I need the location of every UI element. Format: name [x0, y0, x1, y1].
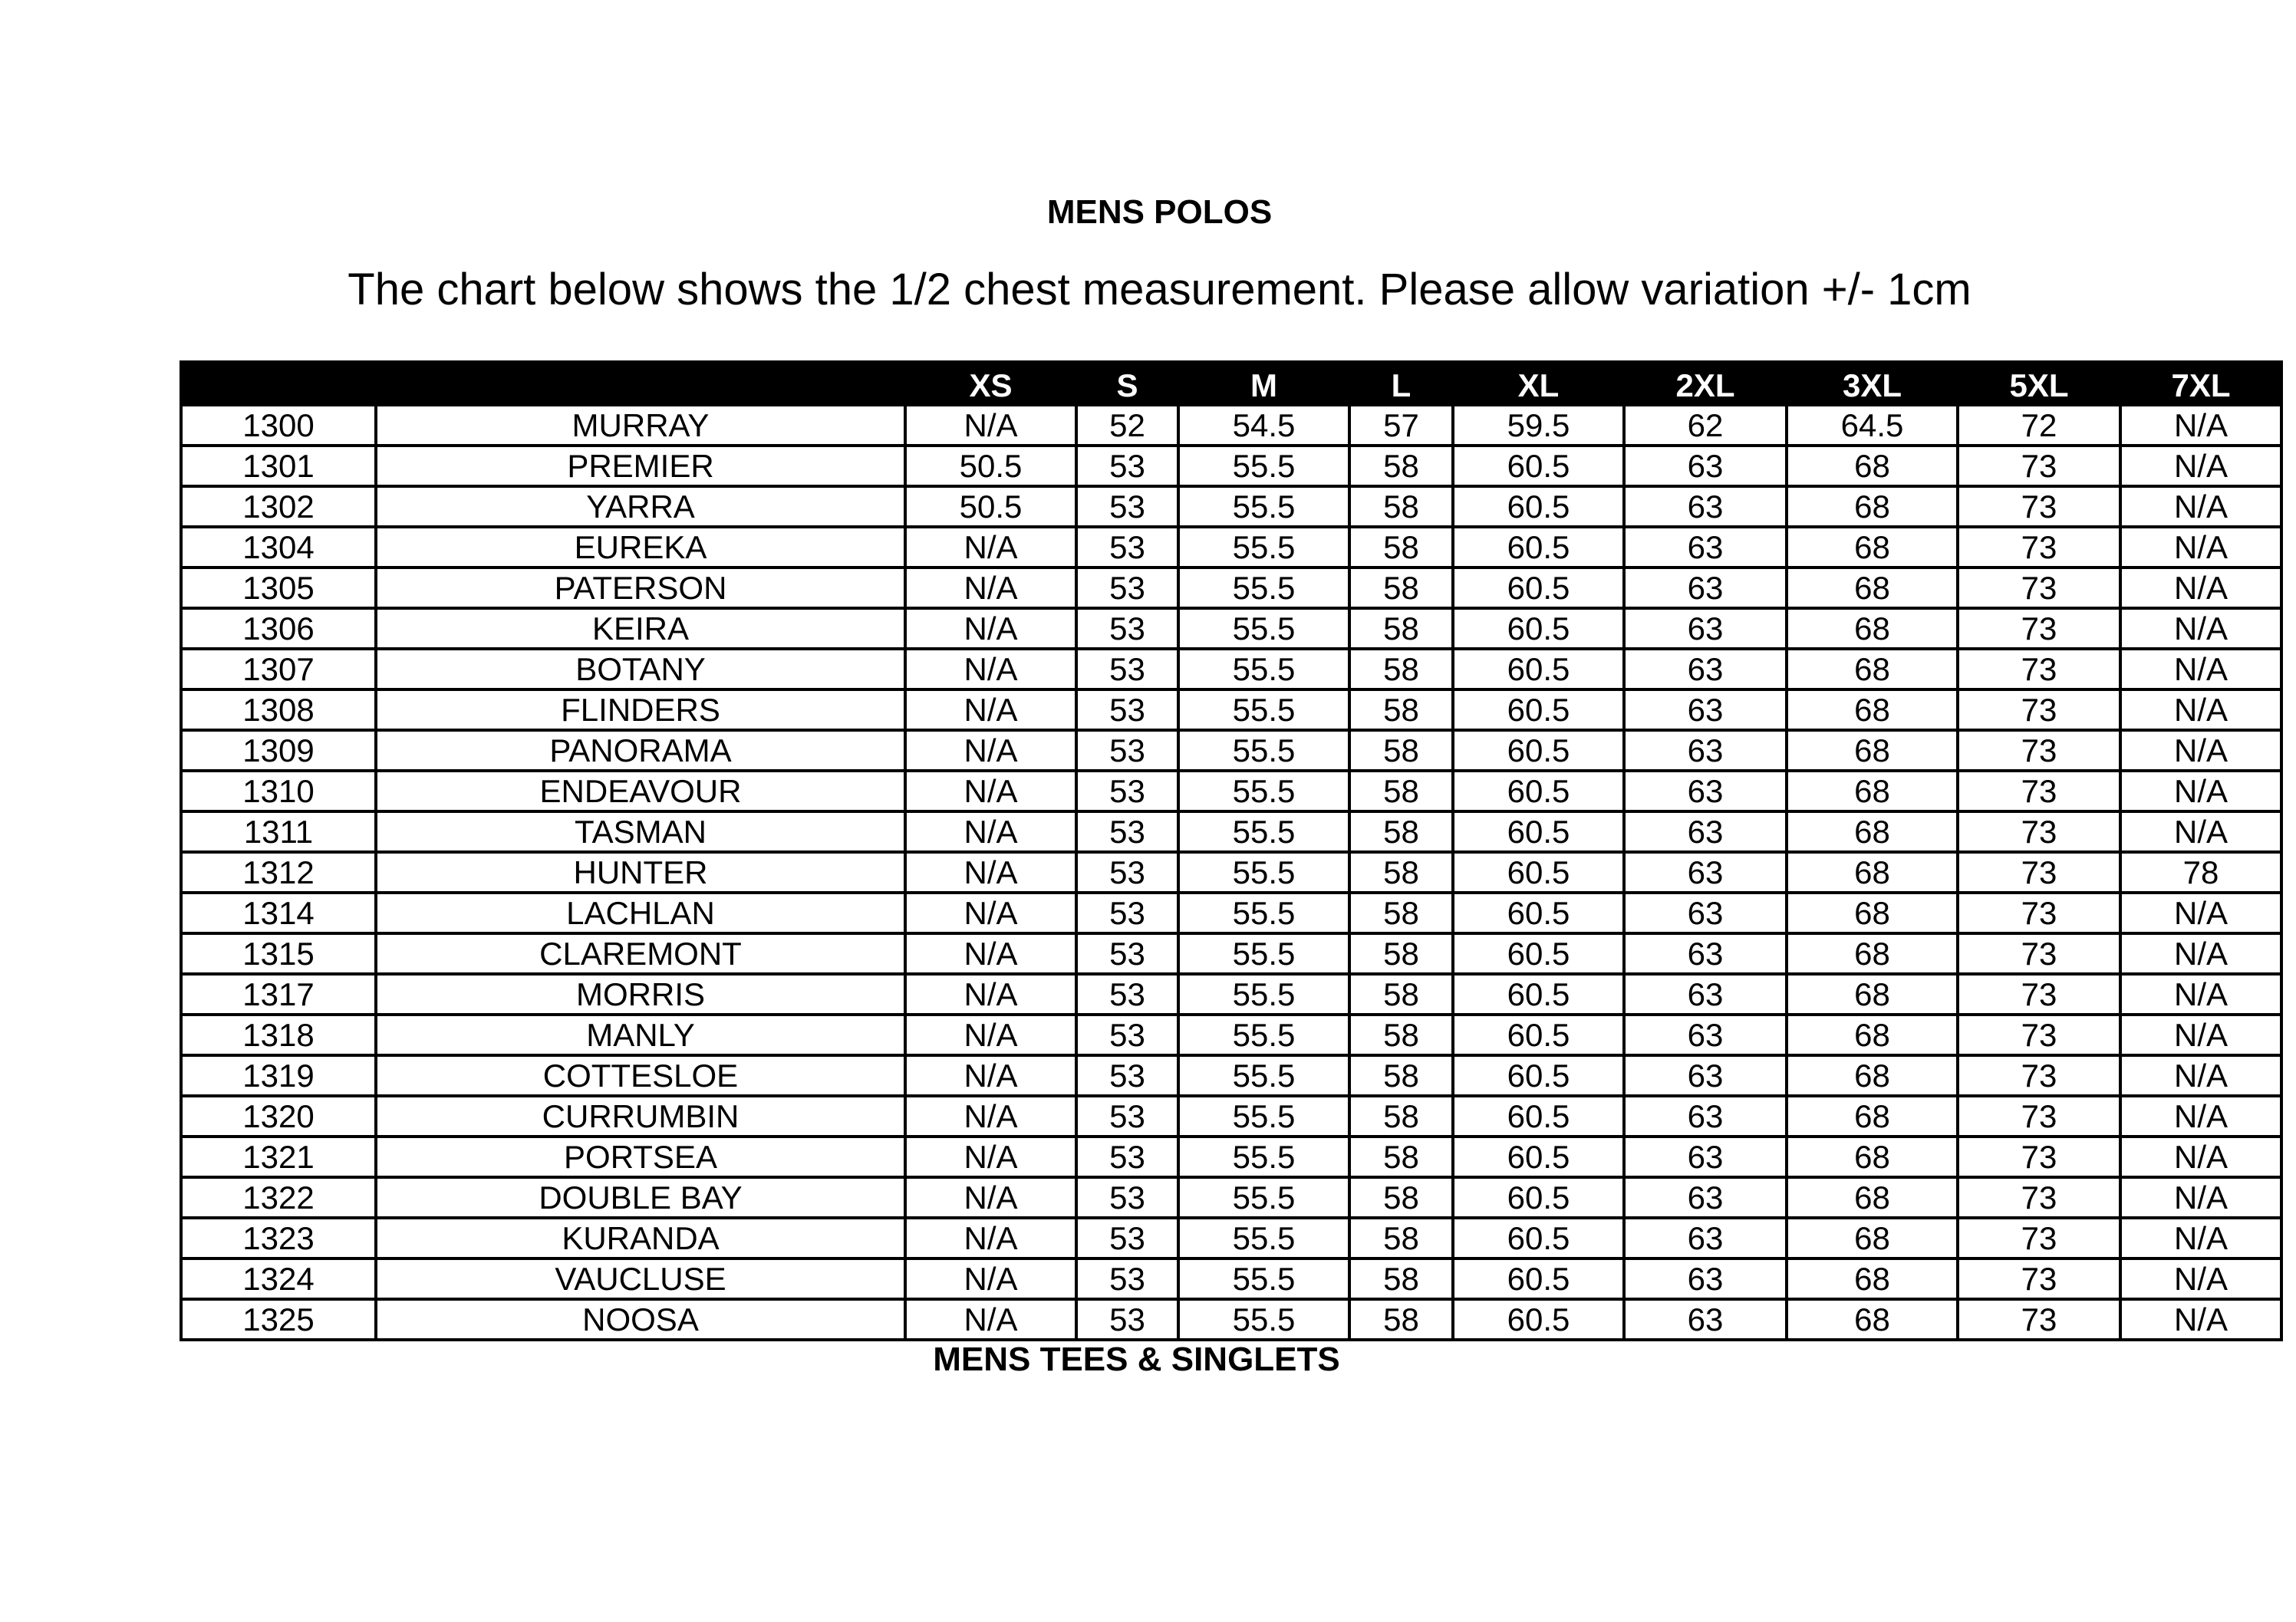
cell-5xl: 73	[1958, 1096, 2120, 1137]
cell-3xl: 68	[1787, 446, 1958, 486]
cell-2xl: 63	[1624, 893, 1787, 933]
cell-s: 53	[1076, 1015, 1178, 1055]
table-row	[181, 608, 2281, 649]
table-row	[181, 1137, 2281, 1177]
cell-xl: 60.5	[1453, 974, 1624, 1015]
cell-2xl: 63	[1624, 1299, 1787, 1340]
cell-style-code: 1312	[181, 852, 376, 893]
cell-2xl: 63	[1624, 527, 1787, 568]
table-row	[181, 893, 2281, 933]
cell-s: 53	[1076, 649, 1178, 689]
cell-2xl: 63	[1624, 1258, 1787, 1299]
cell-style-name: MURRAY	[376, 405, 905, 446]
cell-l: 58	[1349, 893, 1453, 933]
cell-s: 53	[1076, 1218, 1178, 1258]
cell-l: 58	[1349, 1137, 1453, 1177]
cell-style-name: CLAREMONT	[376, 933, 905, 974]
cell-l: 58	[1349, 1177, 1453, 1218]
cell-xl: 60.5	[1453, 852, 1624, 893]
cell-l: 58	[1349, 1096, 1453, 1137]
cell-style-code: 1318	[181, 1015, 376, 1055]
cell-style-code: 1315	[181, 933, 376, 974]
cell-5xl: 73	[1958, 852, 2120, 893]
cell-style-code: 1325	[181, 1299, 376, 1340]
cell-xl: 60.5	[1453, 649, 1624, 689]
cell-5xl: 73	[1958, 1015, 2120, 1055]
cell-style-name: KURANDA	[376, 1218, 905, 1258]
cell-7xl: N/A	[2120, 1177, 2281, 1218]
cell-style-name: PREMIER	[376, 446, 905, 486]
cell-s: 53	[1076, 811, 1178, 852]
cell-xl: 60.5	[1453, 893, 1624, 933]
cell-xl: 60.5	[1453, 527, 1624, 568]
cell-xl: 60.5	[1453, 771, 1624, 811]
cell-s: 53	[1076, 486, 1178, 527]
cell-7xl: N/A	[2120, 974, 2281, 1015]
cell-l: 58	[1349, 1218, 1453, 1258]
cell-s: 53	[1076, 1055, 1178, 1096]
cell-style-code: 1309	[181, 730, 376, 771]
cell-5xl: 73	[1958, 1055, 2120, 1096]
cell-l: 58	[1349, 486, 1453, 527]
cell-5xl: 73	[1958, 811, 2120, 852]
cell-5xl: 73	[1958, 689, 2120, 730]
table-row	[181, 730, 2281, 771]
table-row	[181, 1096, 2281, 1137]
cell-7xl: N/A	[2120, 649, 2281, 689]
cell-m: 55.5	[1178, 608, 1349, 649]
cell-s: 53	[1076, 1137, 1178, 1177]
cell-xl: 60.5	[1453, 1258, 1624, 1299]
cell-3xl: 68	[1787, 974, 1958, 1015]
column-header-3xl: 3XL	[1787, 362, 1958, 405]
table-row	[181, 1177, 2281, 1218]
column-header-xs: XS	[905, 362, 1076, 405]
cell-xs: N/A	[905, 1137, 1076, 1177]
cell-s: 53	[1076, 527, 1178, 568]
cell-l: 58	[1349, 933, 1453, 974]
cell-style-code: 1324	[181, 1258, 376, 1299]
cell-s: 53	[1076, 1096, 1178, 1137]
cell-2xl: 62	[1624, 405, 1787, 446]
table-row	[181, 446, 2281, 486]
cell-style-code: 1319	[181, 1055, 376, 1096]
cell-m: 55.5	[1178, 730, 1349, 771]
cell-2xl: 63	[1624, 608, 1787, 649]
cell-3xl: 68	[1787, 649, 1958, 689]
cell-style-code: 1306	[181, 608, 376, 649]
cell-xs: 50.5	[905, 446, 1076, 486]
cell-5xl: 72	[1958, 405, 2120, 446]
column-header-xl: XL	[1453, 362, 1624, 405]
cell-7xl: N/A	[2120, 1096, 2281, 1137]
cell-s: 53	[1076, 730, 1178, 771]
cell-7xl: 78	[2120, 852, 2281, 893]
cell-3xl: 68	[1787, 1218, 1958, 1258]
cell-style-name: NOOSA	[376, 1299, 905, 1340]
cell-style-code: 1314	[181, 893, 376, 933]
cell-7xl: N/A	[2120, 689, 2281, 730]
cell-5xl: 73	[1958, 486, 2120, 527]
cell-m: 55.5	[1178, 446, 1349, 486]
cell-style-name: BOTANY	[376, 649, 905, 689]
cell-xs: N/A	[905, 1055, 1076, 1096]
cell-s: 53	[1076, 689, 1178, 730]
cell-l: 58	[1349, 730, 1453, 771]
table-body	[181, 405, 2281, 1340]
cell-style-name: TASMAN	[376, 811, 905, 852]
column-header-style-name	[376, 362, 905, 405]
table-row	[181, 689, 2281, 730]
cell-7xl: N/A	[2120, 608, 2281, 649]
chart-description: The chart below shows the 1/2 chest measurement. Please allow variation +/- 1cm	[348, 265, 1972, 314]
cell-2xl: 63	[1624, 974, 1787, 1015]
cell-5xl: 73	[1958, 771, 2120, 811]
column-header-s: S	[1076, 362, 1178, 405]
cell-5xl: 73	[1958, 1258, 2120, 1299]
cell-l: 58	[1349, 527, 1453, 568]
column-header-style-code	[181, 362, 376, 405]
column-header-m: M	[1178, 362, 1349, 405]
table-row	[181, 486, 2281, 527]
cell-l: 58	[1349, 568, 1453, 608]
cell-style-code: 1322	[181, 1177, 376, 1218]
cell-5xl: 73	[1958, 446, 2120, 486]
page-title: MENS POLOS	[1046, 193, 1273, 231]
cell-l: 58	[1349, 811, 1453, 852]
table-row	[181, 649, 2281, 689]
table-row	[181, 1015, 2281, 1055]
cell-style-name: DOUBLE BAY	[376, 1177, 905, 1218]
cell-7xl: N/A	[2120, 405, 2281, 446]
cell-xs: N/A	[905, 1299, 1076, 1340]
table-header-row	[181, 362, 2281, 405]
cell-2xl: 63	[1624, 1096, 1787, 1137]
cell-5xl: 73	[1958, 527, 2120, 568]
cell-2xl: 63	[1624, 649, 1787, 689]
cell-3xl: 68	[1787, 1055, 1958, 1096]
table-row	[181, 527, 2281, 568]
cell-3xl: 68	[1787, 1137, 1958, 1177]
cell-7xl: N/A	[2120, 933, 2281, 974]
cell-style-code: 1323	[181, 1218, 376, 1258]
cell-s: 53	[1076, 608, 1178, 649]
cell-xl: 60.5	[1453, 689, 1624, 730]
cell-style-code: 1305	[181, 568, 376, 608]
cell-7xl: N/A	[2120, 1015, 2281, 1055]
cell-xl: 60.5	[1453, 1177, 1624, 1218]
cell-m: 55.5	[1178, 649, 1349, 689]
cell-l: 57	[1349, 405, 1453, 446]
cell-3xl: 68	[1787, 811, 1958, 852]
cell-xs: N/A	[905, 974, 1076, 1015]
cell-xl: 60.5	[1453, 1218, 1624, 1258]
cell-s: 52	[1076, 405, 1178, 446]
cell-style-name: LACHLAN	[376, 893, 905, 933]
cell-m: 55.5	[1178, 1055, 1349, 1096]
cell-5xl: 73	[1958, 649, 2120, 689]
column-header-l: L	[1349, 362, 1453, 405]
cell-xl: 60.5	[1453, 933, 1624, 974]
cell-s: 53	[1076, 1299, 1178, 1340]
column-header-2xl: 2XL	[1624, 362, 1787, 405]
table-row	[181, 974, 2281, 1015]
cell-m: 55.5	[1178, 1299, 1349, 1340]
cell-style-code: 1310	[181, 771, 376, 811]
cell-7xl: N/A	[2120, 1218, 2281, 1258]
cell-7xl: N/A	[2120, 1299, 2281, 1340]
cell-style-name: MANLY	[376, 1015, 905, 1055]
cell-3xl: 64.5	[1787, 405, 1958, 446]
cell-style-code: 1320	[181, 1096, 376, 1137]
table-row	[181, 1055, 2281, 1096]
cell-l: 58	[1349, 608, 1453, 649]
cell-xs: N/A	[905, 568, 1076, 608]
cell-l: 58	[1349, 974, 1453, 1015]
cell-xs: N/A	[905, 527, 1076, 568]
cell-2xl: 63	[1624, 1177, 1787, 1218]
cell-xs: 50.5	[905, 486, 1076, 527]
cell-m: 55.5	[1178, 974, 1349, 1015]
cell-s: 53	[1076, 568, 1178, 608]
cell-m: 55.5	[1178, 811, 1349, 852]
cell-7xl: N/A	[2120, 568, 2281, 608]
cell-xl: 60.5	[1453, 608, 1624, 649]
cell-2xl: 63	[1624, 852, 1787, 893]
cell-7xl: N/A	[2120, 811, 2281, 852]
cell-style-name: MORRIS	[376, 974, 905, 1015]
cell-l: 58	[1349, 1015, 1453, 1055]
cell-l: 58	[1349, 1055, 1453, 1096]
cell-2xl: 63	[1624, 933, 1787, 974]
size-chart-table	[180, 360, 2283, 1341]
cell-xl: 60.5	[1453, 1055, 1624, 1096]
cell-style-name: CURRUMBIN	[376, 1096, 905, 1137]
cell-5xl: 73	[1958, 608, 2120, 649]
cell-m: 55.5	[1178, 852, 1349, 893]
cell-xl: 60.5	[1453, 1096, 1624, 1137]
cell-xs: N/A	[905, 811, 1076, 852]
cell-style-name: VAUCLUSE	[376, 1258, 905, 1299]
cell-3xl: 68	[1787, 1015, 1958, 1055]
cell-style-name: KEIRA	[376, 608, 905, 649]
cell-l: 58	[1349, 852, 1453, 893]
cell-style-code: 1321	[181, 1137, 376, 1177]
cell-3xl: 68	[1787, 608, 1958, 649]
cell-5xl: 73	[1958, 730, 2120, 771]
cell-style-code: 1304	[181, 527, 376, 568]
cell-5xl: 73	[1958, 1299, 2120, 1340]
cell-m: 55.5	[1178, 568, 1349, 608]
cell-style-name: COTTESLOE	[376, 1055, 905, 1096]
cell-m: 55.5	[1178, 933, 1349, 974]
cell-5xl: 73	[1958, 933, 2120, 974]
table-row	[181, 933, 2281, 974]
cell-2xl: 63	[1624, 689, 1787, 730]
cell-xs: N/A	[905, 852, 1076, 893]
cell-xl: 60.5	[1453, 811, 1624, 852]
table-row	[181, 405, 2281, 446]
cell-s: 53	[1076, 1258, 1178, 1299]
cell-xs: N/A	[905, 1258, 1076, 1299]
cell-7xl: N/A	[2120, 446, 2281, 486]
cell-l: 58	[1349, 771, 1453, 811]
cell-style-name: PATERSON	[376, 568, 905, 608]
cell-s: 53	[1076, 893, 1178, 933]
cell-3xl: 68	[1787, 730, 1958, 771]
cell-3xl: 68	[1787, 1177, 1958, 1218]
cell-2xl: 63	[1624, 486, 1787, 527]
section-heading-tees: MENS TEES & SINGLETS	[933, 1341, 1340, 1378]
cell-7xl: N/A	[2120, 527, 2281, 568]
cell-m: 55.5	[1178, 1096, 1349, 1137]
cell-xs: N/A	[905, 771, 1076, 811]
cell-xs: N/A	[905, 730, 1076, 771]
cell-3xl: 68	[1787, 1096, 1958, 1137]
cell-l: 58	[1349, 1258, 1453, 1299]
cell-s: 53	[1076, 1177, 1178, 1218]
cell-2xl: 63	[1624, 771, 1787, 811]
cell-2xl: 63	[1624, 811, 1787, 852]
cell-2xl: 63	[1624, 1055, 1787, 1096]
cell-l: 58	[1349, 689, 1453, 730]
cell-l: 58	[1349, 1299, 1453, 1340]
cell-l: 58	[1349, 649, 1453, 689]
cell-7xl: N/A	[2120, 1055, 2281, 1096]
table-row	[181, 811, 2281, 852]
cell-xl: 60.5	[1453, 1015, 1624, 1055]
cell-m: 55.5	[1178, 1218, 1349, 1258]
cell-m: 55.5	[1178, 1177, 1349, 1218]
cell-7xl: N/A	[2120, 1137, 2281, 1177]
cell-5xl: 73	[1958, 974, 2120, 1015]
table-row	[181, 1218, 2281, 1258]
cell-m: 55.5	[1178, 1015, 1349, 1055]
cell-xs: N/A	[905, 893, 1076, 933]
cell-s: 53	[1076, 933, 1178, 974]
cell-s: 53	[1076, 446, 1178, 486]
cell-5xl: 73	[1958, 1218, 2120, 1258]
cell-style-name: ENDEAVOUR	[376, 771, 905, 811]
cell-xl: 60.5	[1453, 446, 1624, 486]
column-header-5xl: 5XL	[1958, 362, 2120, 405]
cell-xs: N/A	[905, 1015, 1076, 1055]
cell-m: 55.5	[1178, 689, 1349, 730]
cell-7xl: N/A	[2120, 486, 2281, 527]
cell-m: 55.5	[1178, 486, 1349, 527]
cell-3xl: 68	[1787, 852, 1958, 893]
cell-xs: N/A	[905, 1177, 1076, 1218]
cell-xs: N/A	[905, 405, 1076, 446]
cell-3xl: 68	[1787, 771, 1958, 811]
cell-style-code: 1317	[181, 974, 376, 1015]
cell-xl: 59.5	[1453, 405, 1624, 446]
cell-xl: 60.5	[1453, 730, 1624, 771]
cell-7xl: N/A	[2120, 893, 2281, 933]
cell-xs: N/A	[905, 608, 1076, 649]
cell-xl: 60.5	[1453, 1137, 1624, 1177]
cell-2xl: 63	[1624, 1015, 1787, 1055]
cell-7xl: N/A	[2120, 730, 2281, 771]
cell-s: 53	[1076, 771, 1178, 811]
cell-style-code: 1302	[181, 486, 376, 527]
cell-3xl: 68	[1787, 1299, 1958, 1340]
column-header-7xl: 7XL	[2120, 362, 2281, 405]
cell-xl: 60.5	[1453, 568, 1624, 608]
cell-style-code: 1307	[181, 649, 376, 689]
cell-5xl: 73	[1958, 1137, 2120, 1177]
cell-xs: N/A	[905, 689, 1076, 730]
cell-style-name: PORTSEA	[376, 1137, 905, 1177]
cell-3xl: 68	[1787, 893, 1958, 933]
cell-m: 55.5	[1178, 527, 1349, 568]
cell-xs: N/A	[905, 649, 1076, 689]
cell-7xl: N/A	[2120, 1258, 2281, 1299]
cell-xs: N/A	[905, 933, 1076, 974]
cell-s: 53	[1076, 974, 1178, 1015]
cell-style-name: YARRA	[376, 486, 905, 527]
cell-3xl: 68	[1787, 486, 1958, 527]
table-row	[181, 771, 2281, 811]
cell-m: 55.5	[1178, 1137, 1349, 1177]
cell-5xl: 73	[1958, 1177, 2120, 1218]
cell-style-name: FLINDERS	[376, 689, 905, 730]
cell-3xl: 68	[1787, 568, 1958, 608]
cell-xl: 60.5	[1453, 486, 1624, 527]
cell-3xl: 68	[1787, 527, 1958, 568]
cell-3xl: 68	[1787, 933, 1958, 974]
cell-m: 54.5	[1178, 405, 1349, 446]
cell-style-code: 1308	[181, 689, 376, 730]
cell-2xl: 63	[1624, 730, 1787, 771]
cell-xs: N/A	[905, 1096, 1076, 1137]
table-row	[181, 1299, 2281, 1340]
cell-2xl: 63	[1624, 1137, 1787, 1177]
cell-style-name: HUNTER	[376, 852, 905, 893]
cell-xl: 60.5	[1453, 1299, 1624, 1340]
cell-2xl: 63	[1624, 446, 1787, 486]
cell-style-code: 1301	[181, 446, 376, 486]
cell-style-name: PANORAMA	[376, 730, 905, 771]
table-row	[181, 852, 2281, 893]
cell-5xl: 73	[1958, 893, 2120, 933]
table-row	[181, 568, 2281, 608]
cell-7xl: N/A	[2120, 771, 2281, 811]
cell-style-code: 1311	[181, 811, 376, 852]
cell-5xl: 73	[1958, 568, 2120, 608]
cell-style-code: 1300	[181, 405, 376, 446]
table-row	[181, 1258, 2281, 1299]
cell-style-name: EUREKA	[376, 527, 905, 568]
cell-m: 55.5	[1178, 1258, 1349, 1299]
cell-l: 58	[1349, 446, 1453, 486]
cell-m: 55.5	[1178, 771, 1349, 811]
cell-xs: N/A	[905, 1218, 1076, 1258]
cell-m: 55.5	[1178, 893, 1349, 933]
cell-s: 53	[1076, 852, 1178, 893]
cell-2xl: 63	[1624, 568, 1787, 608]
cell-2xl: 63	[1624, 1218, 1787, 1258]
cell-3xl: 68	[1787, 1258, 1958, 1299]
cell-3xl: 68	[1787, 689, 1958, 730]
